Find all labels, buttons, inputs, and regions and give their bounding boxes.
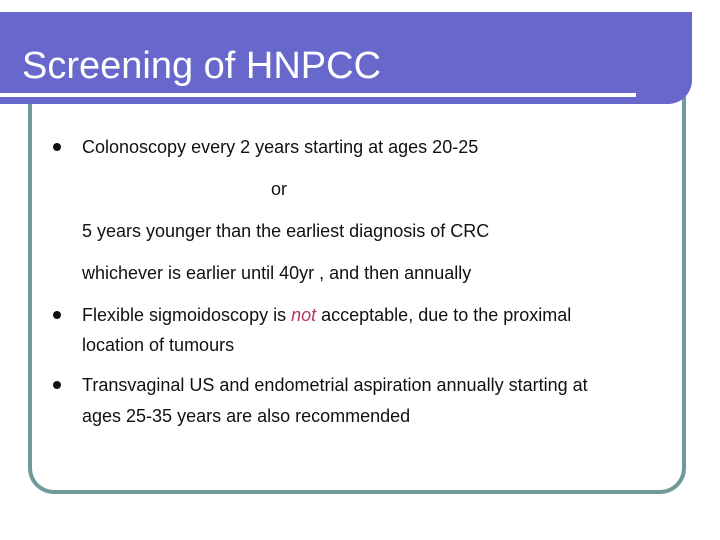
bullet-2-line-1-end: acceptable, due to the proximal [316,305,572,325]
bullet-1-line-3: 5 years younger than the earliest diagnosis of CRC [82,221,490,241]
bullet-2-line-1 [82,300,571,331]
bullet-1-line-1: Colonoscopy every 2 years starting at ages 20-25 [82,137,479,157]
slide-title: Screening of HNPCC [22,45,382,87]
bullet-2-line-2: location of tumours [82,335,235,355]
bullet-dot-1 [53,143,61,151]
bullet-2-emphasis-not: not [291,305,317,325]
bullet-2-line-1-start: Flexible sigmoidoscopy is [82,305,292,325]
bullet-dot-2 [53,311,61,319]
bullet-3-line-1: Transvaginal US and endometrial aspiration annually starting at [82,375,588,395]
bullet-dot-3 [53,381,61,389]
bullet-3-line-2: ages 25-35 years are also recommended [82,406,411,426]
bullet-1-line-2: or [271,179,288,199]
bullet-1-line-4: whichever is earlier until 40yr , and then annually [82,263,472,283]
